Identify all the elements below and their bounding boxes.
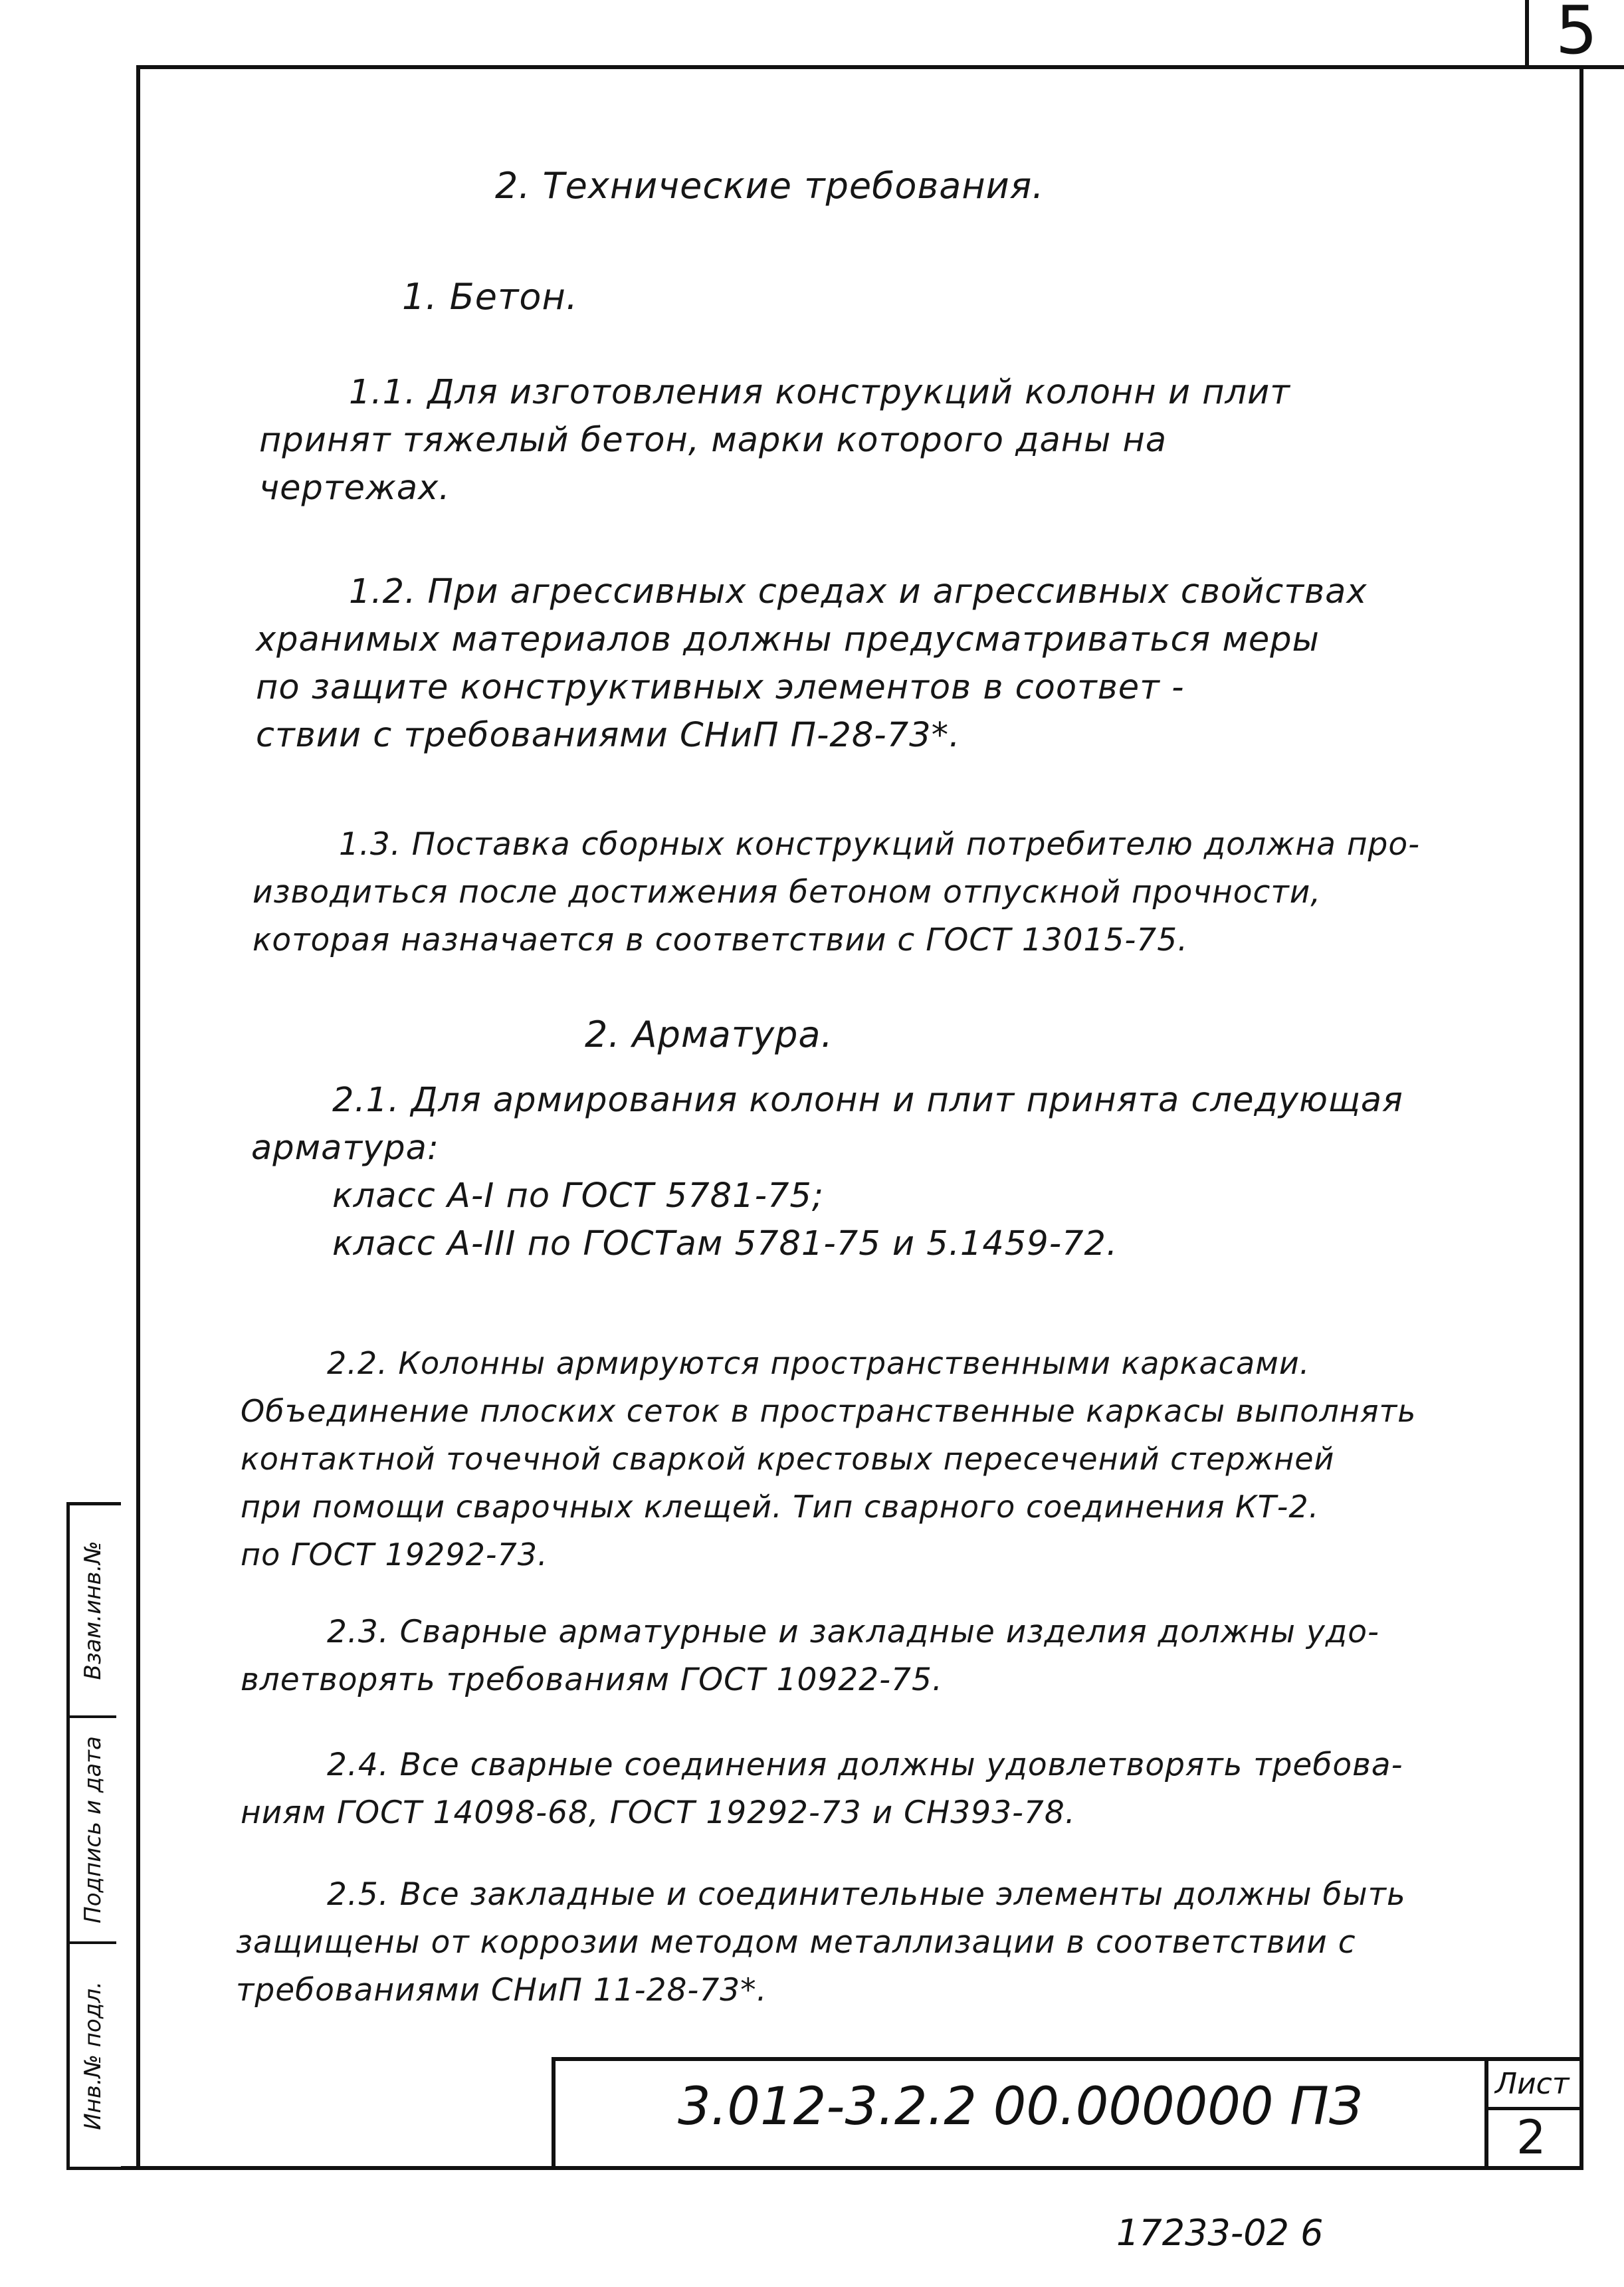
paragraph-line: хранимых материалов должны предусматриваться меры (256, 620, 1320, 659)
title-block-divider (1484, 2057, 1488, 2170)
paragraph-line: чертежах. (259, 469, 451, 508)
side-strip-cell (70, 1718, 116, 1944)
paragraph-line: требованиями СНиП 11-28-73*. (236, 1972, 767, 2009)
paragraph-line: которая назначается в соответствии с ГОСТ 13015-75. (253, 922, 1189, 958)
sheet-label: Лист (1495, 2067, 1570, 2101)
paragraph-line: по ГОСТ 19292-73. (241, 1537, 548, 1573)
paragraph-line: 2.2. Колонны армируются пространственными каркасами. (327, 1345, 1310, 1381)
corner-stamp (1525, 0, 1624, 69)
paragraph-1-3 (253, 821, 1420, 964)
paragraph-line: ниям ГОСТ 14098-68, ГОСТ 19292-73 и СН393-78. (241, 1795, 1076, 1831)
paragraph-2-3 (241, 1608, 1379, 1704)
archive-number: 17233-02 6 (1116, 2212, 1324, 2254)
paragraph-line: 1.2. При агрессивных средах и агрессивных свойствах (349, 572, 1368, 611)
paragraph-line: принят тяжелый бетон, марки которого даны на (259, 421, 1167, 460)
paragraph-2-4 (241, 1741, 1403, 1837)
side-strip (66, 1502, 121, 2170)
paragraph-line: 1.1. Для изготовления конструкций колонн и плит (349, 373, 1290, 412)
side-strip-label: Инв.№ подл. (80, 1981, 106, 2130)
paragraph-line: изводиться после достижения бетоном отпускной прочности, (253, 874, 1322, 911)
section-1-heading: 1. Бетон. (402, 276, 578, 318)
paragraph-line: контактной точечной сваркой крестовых пересечений стержней (241, 1441, 1335, 1477)
sheet-number: 2 (1516, 2110, 1546, 2165)
side-strip-label: Взам.инв.№ (80, 1541, 106, 1680)
paragraph-line: Объединение плоских сеток в пространственные каркасы выполнять (241, 1393, 1417, 1429)
paragraph-line: по защите конструктивных элементов в соответ - (256, 668, 1185, 707)
paragraph-line: влетворять требованиям ГОСТ 10922-75. (241, 1662, 943, 1698)
paragraph-1-2 (256, 568, 1368, 760)
paragraph-1-1 (259, 369, 1290, 512)
paragraph-2-1 (251, 1077, 1403, 1268)
paragraph-2-5 (236, 1871, 1406, 2015)
paragraph-line: 2.5. Все закладные и соединительные элементы должны быть (327, 1876, 1406, 1913)
side-strip-cell (70, 1505, 116, 1718)
paragraph-line: 2.4. Все сварные соединения должны удовлетворять требова- (327, 1747, 1403, 1783)
paragraph-line: ствии с требованиями СНиП П-28-73*. (256, 716, 961, 755)
paragraph-line: защищены от коррозии методом металлизации в соответствии с (236, 1924, 1356, 1961)
section-2-heading: 2. Арматура. (585, 1014, 833, 1055)
paragraph-line: 2.3. Сварные арматурные и закладные изделия должны удо- (327, 1614, 1379, 1650)
paragraph-line: при помощи сварочных клещей. Тип сварного соединения КТ-2. (241, 1489, 1320, 1525)
page-title: 2. Технические требования. (495, 165, 1045, 207)
paragraph-line: 1.3. Поставка сборных конструкций потребителю должна про- (339, 826, 1421, 863)
side-strip-label: Подпись и дата (80, 1736, 106, 1923)
paragraph-line: класс А-III по ГОСТам 5781-75 и 5.1459-72. (332, 1224, 1118, 1263)
paragraph-line: 2.1. Для армирования колонн и плит принята следующая (332, 1081, 1403, 1120)
paragraph-line: арматура: (251, 1129, 440, 1168)
corner-digit: 5 (1555, 0, 1598, 69)
paragraph-line: класс А-I по ГОСТ 5781-75; (332, 1176, 825, 1216)
side-strip-cell (70, 1944, 116, 2167)
paragraph-2-2 (241, 1339, 1416, 1579)
document-code: 3.012-3.2.2 00.000000 ПЗ (678, 2077, 1362, 2137)
